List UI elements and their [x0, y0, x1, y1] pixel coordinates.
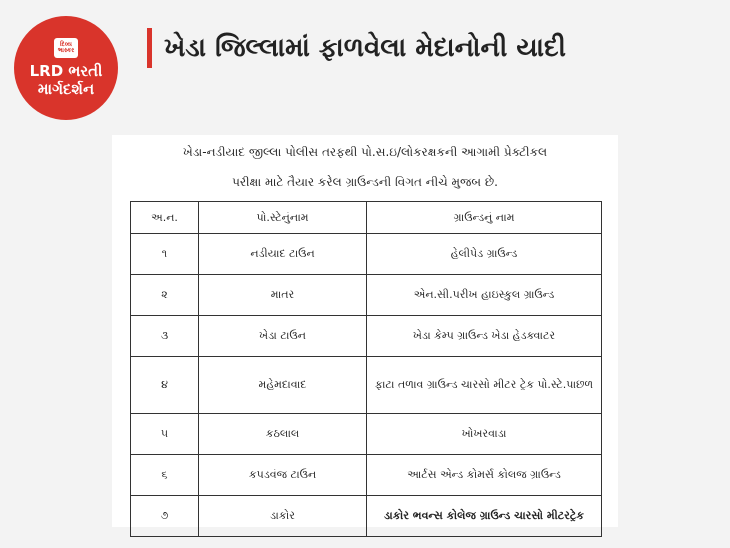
document-image [112, 135, 618, 527]
column-header-serial: અ.ન. [131, 202, 199, 234]
divya-bhaskar-logo: દિવ્ય ભાસ્કર [54, 38, 78, 58]
column-header-station: પો.સ્ટેનુંનામ [199, 202, 367, 234]
table-row [131, 414, 602, 455]
intro-line-1: ખેડા-નડીયાદ જીલ્લા પોલીસ તરફથી પો.સ.ઇ/લોકરક્ષકની આગામી પ્રેક્ટીકલ [182, 145, 548, 159]
title-accent-bar [147, 28, 152, 68]
page-title: ખેડા જિલ્લામાં ફાળવેલા મેદાનોની યાદી [164, 33, 566, 63]
ground-cell: એન.સી.પરીખ હાઇસ્કુલ ગ્રાઉન્ડ [367, 275, 602, 316]
lrd-guidance-badge [14, 16, 118, 120]
station-cell: માતર [199, 275, 367, 316]
badge-line-2: માર્ગદર્શન [37, 80, 95, 98]
ground-cell: ખેડા કેમ્પ ગ્રાઉન્ડ ખેડા હેડક્વાટર [367, 316, 602, 357]
badge-line-1: LRD ભરતી [29, 62, 103, 80]
table-row [131, 234, 602, 275]
serial-cell: ૧ [131, 234, 199, 275]
ground-cell: આર્ટસ એન્ડ કોમર્સ કોલજ ગ્રાઉન્ડ [367, 455, 602, 496]
table-header-row [131, 202, 602, 234]
station-cell: કપડવંજ ટાઉન [199, 455, 367, 496]
station-cell: કઠલાલ [199, 414, 367, 455]
intro-line-2: પરીક્ષા માટે તૈયાર કરેલ ગ્રાઉન્ડની વિગત નીચે મુજબ છે. [232, 175, 498, 189]
document-intro [112, 135, 618, 197]
table-row [131, 275, 602, 316]
table-row [131, 496, 602, 537]
serial-cell: ૪ [131, 357, 199, 414]
column-header-ground: ગ્રાઉન્ડનું નામ [367, 202, 602, 234]
ground-cell: હેલીપેડ ગ્રાઉન્ડ [367, 234, 602, 275]
serial-cell: ૩ [131, 316, 199, 357]
ground-cell: ડાકોર ભવન્સ કોલેજ ગ્રાઉન્ડ ચારસો મીટરટ્રેક [367, 496, 602, 537]
serial-cell: ૬ [131, 455, 199, 496]
serial-cell: ૫ [131, 414, 199, 455]
ground-cell: ખોખરવાડા [367, 414, 602, 455]
station-cell: ડાકોર [199, 496, 367, 537]
table-row [131, 455, 602, 496]
station-cell: મહેમદાવાદ [199, 357, 367, 414]
table-row [131, 357, 602, 414]
serial-cell: ૨ [131, 275, 199, 316]
table-row [131, 316, 602, 357]
ground-cell: ફાટા તળાવ ગ્રાઉન્ડ ચારસો મીટર ટ્રેક પો.સ્ટે.પાછળ [367, 357, 602, 414]
serial-cell: ૭ [131, 496, 199, 537]
station-cell: ખેડા ટાઉન [199, 316, 367, 357]
grounds-table [130, 201, 602, 537]
station-cell: નડીયાદ ટાઉન [199, 234, 367, 275]
